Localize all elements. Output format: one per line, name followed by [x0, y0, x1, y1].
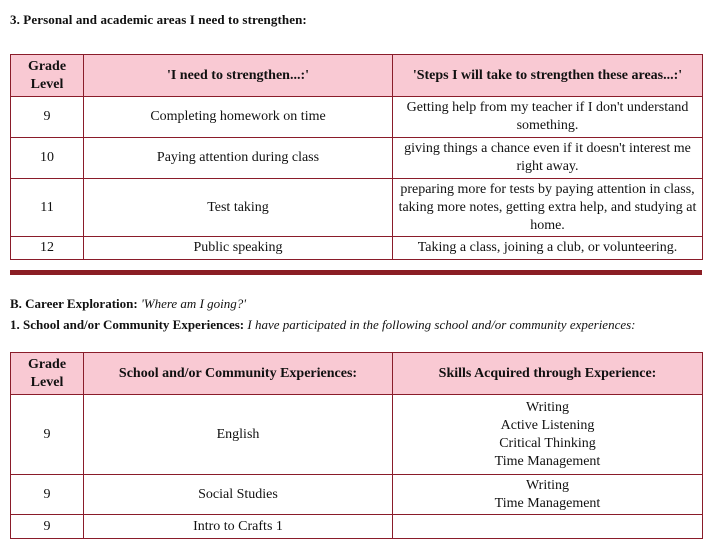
area-cell: Test taking [84, 179, 393, 237]
grade-cell: 12 [11, 237, 84, 260]
experience-cell: English [84, 395, 393, 475]
area-cell: Public speaking [84, 237, 393, 260]
grade-cell: 9 [11, 395, 84, 475]
header-grade-level: Grade Level [11, 55, 84, 97]
experiences-table [10, 352, 703, 539]
grade-cell: 10 [11, 138, 84, 179]
experience-cell: Intro to Crafts 1 [84, 515, 393, 539]
steps-cell: preparing more for tests by paying attention in class, taking more notes, getting extra help, and studying at home. [393, 179, 703, 237]
grade-cell: 9 [11, 97, 84, 138]
table-row [11, 475, 703, 515]
section-divider [10, 270, 702, 275]
table-row [11, 179, 703, 237]
skill-item: Time Management [494, 453, 601, 469]
table-header-row [11, 353, 703, 395]
section-b-label: B. Career Exploration: [10, 296, 138, 311]
table-row [11, 395, 703, 475]
header-need-to-strengthen: 'I need to strengthen...:' [84, 55, 393, 97]
table-row [11, 237, 703, 260]
table-row [11, 138, 703, 179]
steps-cell: Getting help from my teacher if I don't understand something. [393, 97, 703, 138]
area-cell: Paying attention during class [84, 138, 393, 179]
skill-item: Writing [526, 477, 569, 493]
steps-cell: Taking a class, joining a club, or volunteering. [393, 237, 703, 260]
header-skills: Skills Acquired through Experience: [393, 353, 703, 395]
skill-item: Active Listening [500, 417, 595, 433]
experience-cell: Social Studies [84, 475, 393, 515]
header-experiences: School and/or Community Experiences: [84, 353, 393, 395]
header-steps: 'Steps I will take to strengthen these areas...:' [393, 55, 703, 97]
section-b-heading [10, 296, 246, 312]
skill-item: Critical Thinking [499, 435, 596, 451]
steps-cell: giving things a chance even if it doesn't interest me right away. [393, 138, 703, 179]
section-b-subtitle: 'Where am I going?' [140, 296, 247, 311]
grade-cell: 9 [11, 515, 84, 539]
grade-cell: 11 [11, 179, 84, 237]
skill-item: Time Management [494, 495, 601, 511]
item-1-label: 1. School and/or Community Experiences: [10, 317, 245, 332]
section-3-heading: 3. Personal and academic areas I need to strengthen: [10, 12, 307, 27]
skills-cell [393, 395, 703, 475]
table-header-row [11, 55, 703, 97]
skills-cell [393, 475, 703, 515]
item-1-heading [10, 317, 636, 333]
table-row [11, 515, 703, 539]
table-row [11, 97, 703, 138]
grade-cell: 9 [11, 475, 84, 515]
skill-item: Writing [526, 399, 569, 415]
header-grade-level: Grade Level [11, 353, 84, 395]
skills-cell [393, 515, 703, 539]
area-cell: Completing homework on time [84, 97, 393, 138]
strengthen-table [10, 54, 703, 260]
item-1-text: I have participated in the following school and/or community experiences: [247, 317, 636, 332]
